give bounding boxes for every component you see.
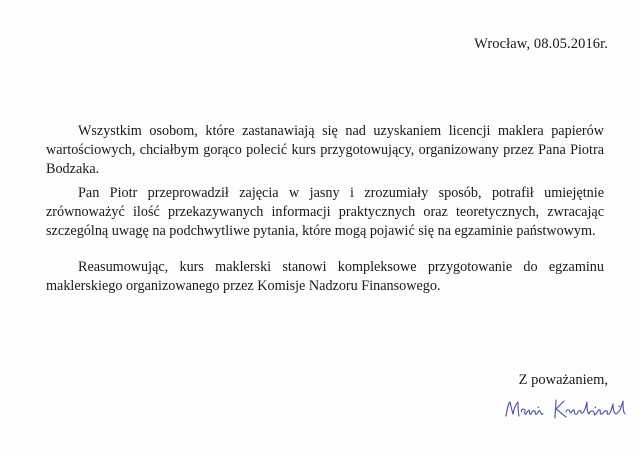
paragraph-2 — [46, 184, 604, 241]
paragraph-1-text: Wszystkim osobom, które zastanawiają się nad uzyskaniem licencji maklera papierów wartościowych, chciałbym gorąco polecić kurs przygotowujący, organizowany przez Pana Piotra Bodzaka. — [46, 123, 604, 177]
paragraph-3-text: Reasumowując, kurs maklerski stanowi kompleksowe przygotowanie do egzaminu maklerskiego organizowanego przez Komisje Nadzoru Finansowego. — [46, 259, 604, 294]
date-line: Wrocław, 08.05.2016r. — [474, 36, 608, 52]
handwritten-signature — [500, 392, 635, 428]
closing-line: Z poważaniem, — [518, 372, 608, 388]
paragraph-1 — [46, 122, 604, 179]
paragraph-2-text: Pan Piotr przeprowadził zajęcia w jasny i zrozumiały sposób, potrafił umiejętnie zrównoważyć ilość przekazywanych informacji praktycznych oraz teoretycznych, zwracając szczególną uwagę na podchwytliwe pytania, które mogą pojawić się na egzaminie państwowym. — [46, 185, 604, 239]
paragraph-3 — [46, 258, 604, 296]
